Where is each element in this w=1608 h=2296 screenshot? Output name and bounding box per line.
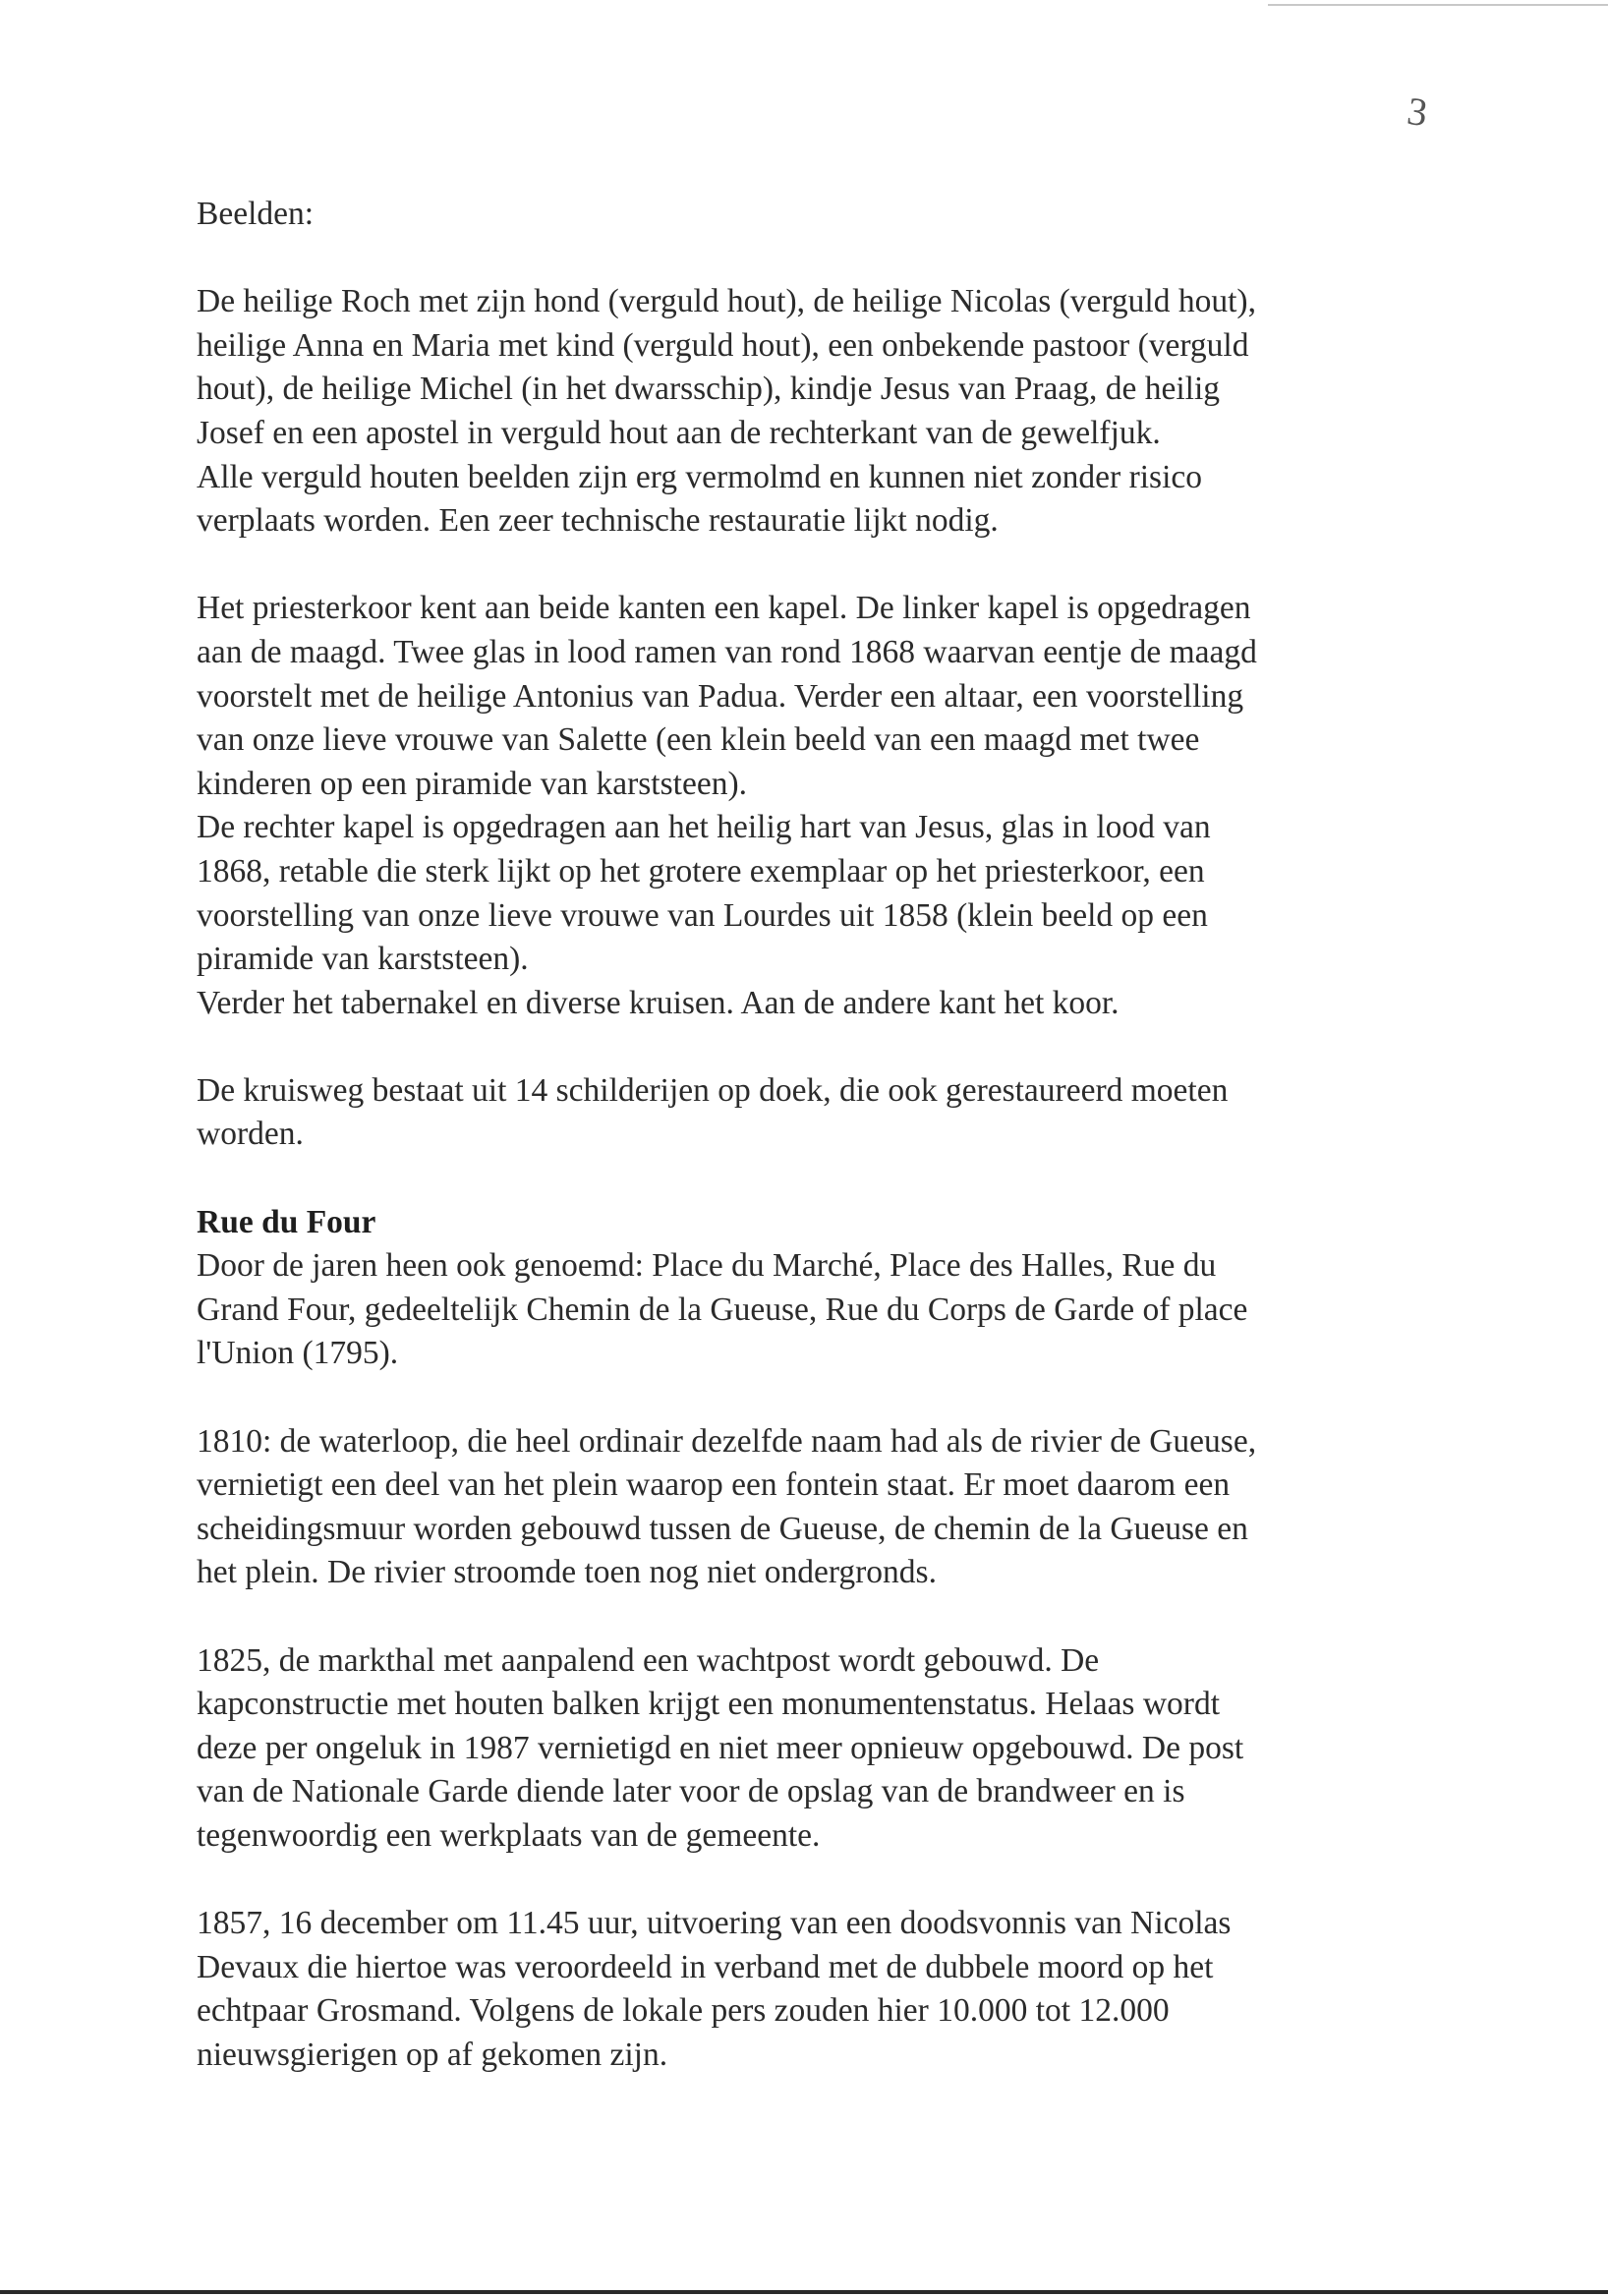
paragraph-beelden: De heilige Roch met zijn hond (verguld hout), de heilige Nicolas (verguld hout), heilige Anna en Maria met kind (verguld hout), een onbekende pastoor (verguld hout), de heilige Michel (in het dwarsschip), kindje Jesus van Praag, de heilig Josef en een apostel in verguld hout aan de rechterkant van de gewelfjuk. Alle verguld houten beelden zijn erg vermolmd en kunnen niet zonder risico verplaats worden. Een zeer technische restauratie lijkt nodig.: [197, 283, 1256, 540]
paragraph-kruisweg: De kruisweg bestaat uit 14 schilderijen op doek, die ook gerestaureerd moeten worden.: [197, 1071, 1229, 1153]
document-body: [197, 193, 1464, 2078]
page-number: 3: [1404, 87, 1431, 136]
paragraph-1810: 1810: de waterloop, die heel ordinair dezelfde naam had als de rivier de Gueuse, vernietigt een deel van het plein waarop een fontein staat. Er moet daarom een scheidingsmuur worden gebouwd tussen de Gueuse, de chemin de la Gueuse en het plein. De rivier stroomde toen nog niet ondergronds.: [197, 1422, 1257, 1591]
paragraph-kapellen: Het priesterkoor kent aan beide kanten een kapel. De linker kapel is opgedragen aan de maagd. Twee glas in lood ramen van rond 1868 waarvan eentje de maagd voorstelt met de heilige Antonius van Padua. Verder een altaar, een voorstelling van onze lieve vrouwe van Salette (een klein beeld van een maagd met twee kinderen op een piramide van karststeen). De rechter kapel is opgedragen aan het heilig hart van Jesus, glas in lood van 1868, retable die sterk lijkt op het grotere exemplaar op het priesterkoor, een voorstelling van onze lieve vrouwe van Lourdes uit 1858 (klein beeld op een piramide van karststeen). Verder het tabernakel en diverse kruisen. Aan de andere kant het koor.: [197, 590, 1257, 1021]
heading-rue-du-four: Rue du Four: [197, 1203, 376, 1240]
scan-edge-top: [1268, 4, 1608, 6]
scan-edge-bottom: [0, 2290, 1608, 2294]
paragraph-1857: 1857, 16 december om 11.45 uur, uitvoering van een doodsvonnis van Nicolas Devaux die hiertoe was veroordeeld in verband met de dubbele moord op het echtpaar Grosmand. Volgens de lokale pers zouden hier 10.000 tot 12.000 nieuwsgierigen op af gekomen zijn.: [197, 1905, 1232, 2073]
section-title-beelden: Beelden:: [197, 196, 315, 232]
paragraph-1825: 1825, de markthal met aanpalend een wachtpost wordt gebouwd. De kapconstructie met houten balken krijgt een monumentenstatus. Helaas wordt deze per ongeluk in 1987 vernietigd en niet meer opnieuw opgebouwd. De post van de Nationale Garde diende later voor de opslag van de brandweer en is tegenwoordig een werkplaats van de gemeente.: [197, 1641, 1244, 1854]
paragraph-rue-du-four-names: Door de jaren heen ook genoemd: Place du Marché, Place des Halles, Rue du Grand Four, gedeeltelijk Chemin de la Gueuse, Rue du Corps de Garde of place l'Union (1795).: [197, 1247, 1248, 1372]
